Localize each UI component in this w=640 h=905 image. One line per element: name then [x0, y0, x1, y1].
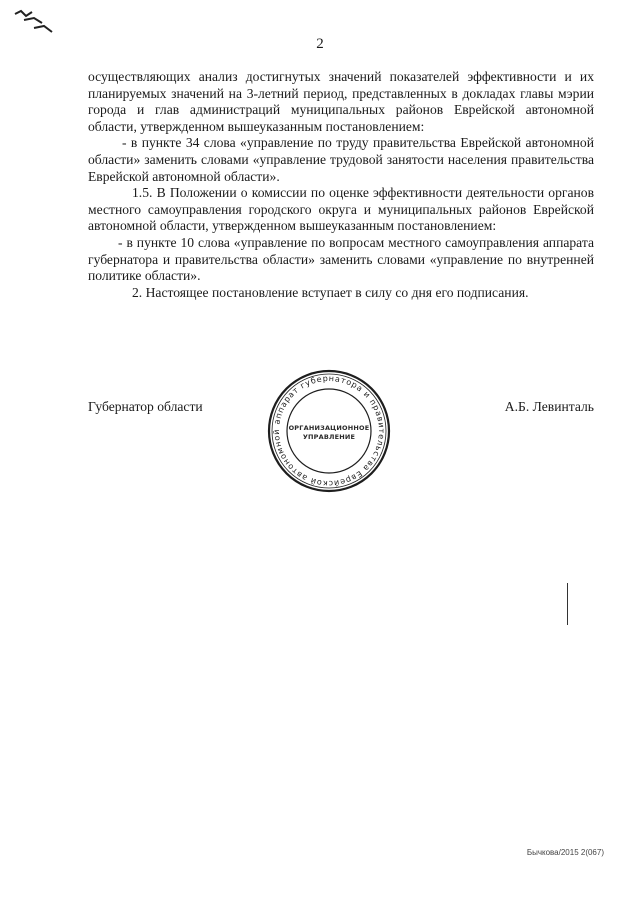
signatory-position: Губернатор области: [88, 399, 203, 414]
stamp-ring-text: аппарат губернатора и правительства Еврейской автономной: [271, 373, 387, 489]
paragraph-effective-date: 2. Настоящее постановление вступает в силу со дня его подписания.: [132, 284, 529, 300]
paragraph-item-34: - в пункте 34 слова «управление по труду правительства Еврейской автономной области» заменить словами «управление трудовой занятости населения правительства Еврейской автономной области».: [88, 135, 594, 184]
paragraph-item-10: - в пункте 10 слова «управление по вопросам местного самоуправления аппарата губернатора и правительства области» заменить словами «управление по внутренней политике области».: [88, 234, 594, 284]
document-body: [88, 69, 594, 301]
corner-scribble-mark: [12, 8, 54, 38]
official-stamp: [264, 366, 394, 496]
footer-document-code: Бычкова/2015 2(067): [526, 848, 604, 857]
stamp-center-line-1: ОРГАНИЗАЦИОННОЕ: [288, 424, 370, 432]
stamp-center-line-2: УПРАВЛЕНИЕ: [302, 433, 356, 441]
paragraph-continuation: осуществляющих анализ достигнутых значений показателей эффективности и их планируемых значений на 3-летний период, представленных в докладах главы мэрии города и глав администраций муниципальных районов Еврейской автономной области, утвержденном вышеуказанным постановлением:: [88, 69, 594, 134]
signatory-name: А.Б. Левинталь: [504, 399, 594, 414]
margin-vertical-mark: [567, 583, 568, 625]
page-number: 2: [316, 36, 324, 52]
paragraph-section-1-5: 1.5. В Положении о комиссии по оценке эффективности деятельности органов местного самоуправления городского округа и муниципальных районов Еврейской автономной области, утвержденном вышеуказанным постановлением:: [88, 185, 594, 234]
